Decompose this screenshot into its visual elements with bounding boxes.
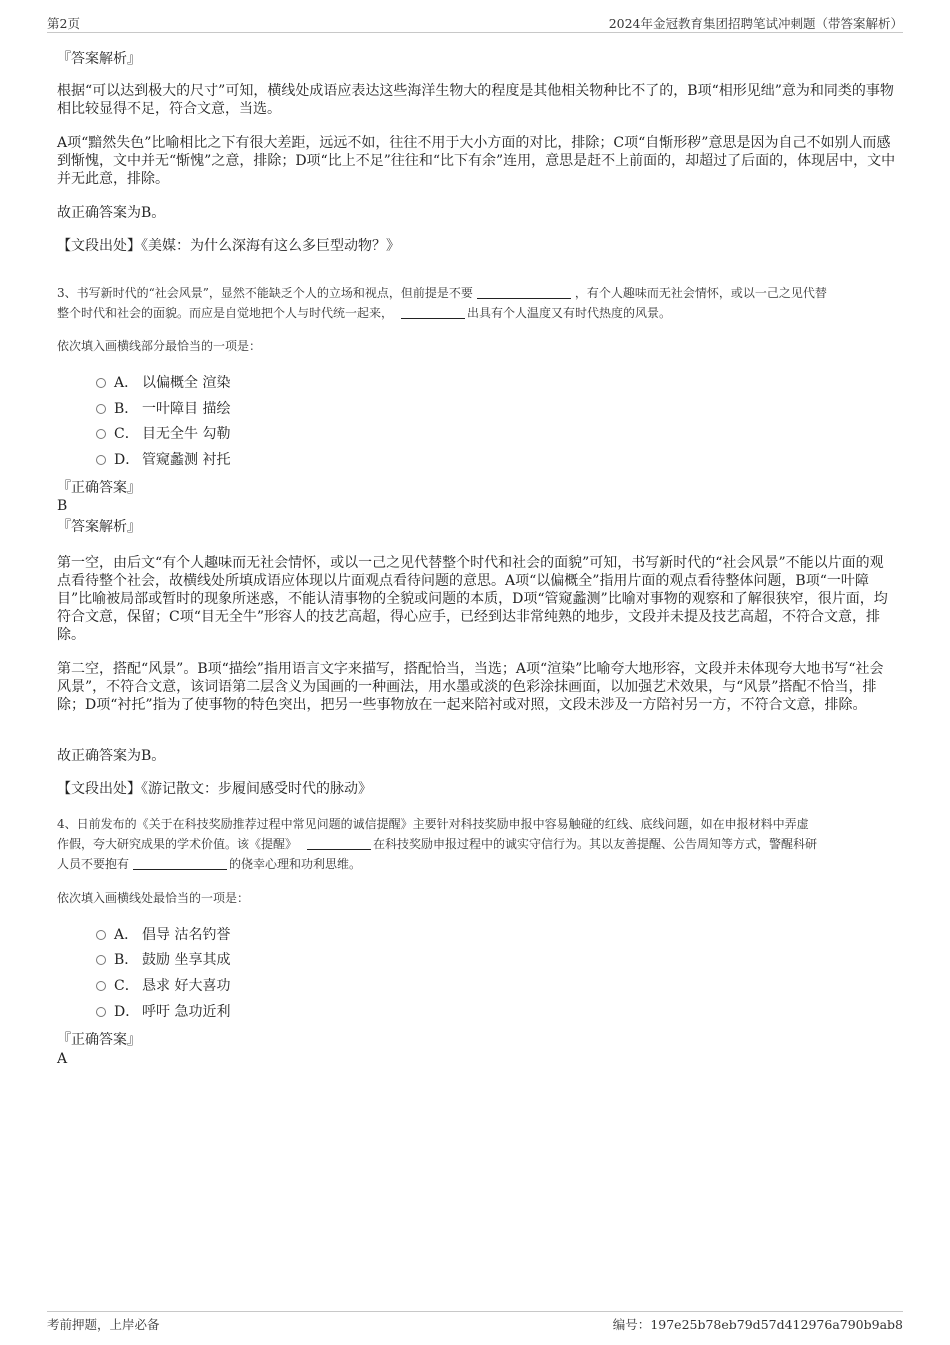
option-text: 呼吁 急功近利 [142, 1004, 231, 1020]
page-footer [47, 1311, 903, 1332]
footer-code-label: 编号： [612, 1317, 651, 1332]
page-number: 第2页 [47, 16, 80, 31]
page-header [47, 14, 903, 33]
radio-icon[interactable] [96, 378, 106, 388]
q2-analysis-para2: A项“黯然失色”比喻相比之下有很大差距，远远不如，往往不用于大小方面的对比，排除；C项“自惭形秽”意思是因为自己不如别人而感到惭愧，文中并无“惭愧”之意，排除；D项“比上不足”往往和“比下有余”连用，意思是赶不上前面的，却超过了后面的，体现居中，文中并无此意，排除。 [57, 135, 896, 187]
q2-conclusion: 故正确答案为B。 [57, 205, 166, 221]
q4-option-c[interactable] [96, 977, 230, 995]
option-text: 管窥蠡测 衬托 [142, 452, 231, 468]
option-key: B． [114, 401, 139, 417]
option-key: C． [114, 426, 139, 442]
q3-stem-part: 出具有个人温度又有时代热度的风景。 [467, 306, 672, 320]
q3-option-b[interactable] [96, 400, 230, 418]
q3-prompt: 依次填入画横线部分最恰当的一项是： [57, 339, 262, 353]
option-text: 鼓励 坐享其成 [142, 952, 231, 968]
option-key: A． [114, 927, 139, 943]
q3-stem [57, 283, 897, 323]
q4-blank-2 [133, 857, 227, 870]
option-key: A． [114, 375, 139, 391]
radio-icon[interactable] [96, 1007, 106, 1017]
footer-slogan: 考前押题，上岸必备 [47, 1317, 160, 1332]
q3-analysis-label: 『答案解析』 [57, 519, 141, 535]
q3-correct-answer: B [57, 498, 68, 514]
q3-correct-label: 『正确答案』 [57, 480, 141, 496]
q4-stem-part: 的侥幸心理和功利思维。 [229, 857, 362, 871]
q2-analysis-para1: 根据“可以达到极大的尺寸”可知，横线处成语应表达这些海洋生物大的程度是其他相关物种比不了的，B项“相形见绌”意为和同类的事物相比较显得不足，符合文意，当选。 [57, 83, 894, 117]
option-key: D． [114, 452, 140, 468]
radio-icon[interactable] [96, 455, 106, 465]
q3-blank-2 [401, 306, 465, 319]
radio-icon[interactable] [96, 404, 106, 414]
q3-conclusion: 故正确答案为B。 [57, 748, 166, 764]
option-key: B． [114, 952, 139, 968]
radio-icon[interactable] [96, 981, 106, 991]
q4-stem-part: 4、日前发布的《关于在科技奖励推荐过程中常见问题的诚信提醒》主要针对科技奖励申报中容易触碰的红线、底线问题，如在申报材料中弄虚 [57, 817, 809, 831]
radio-icon[interactable] [96, 955, 106, 965]
q4-option-d[interactable] [96, 1003, 230, 1021]
q4-prompt: 依次填入画横线处最恰当的一项是： [57, 891, 250, 905]
q4-option-b[interactable] [96, 951, 230, 969]
q2-source: 【文段出处】《美媒：为什么深海有这么多巨型动物？》 [57, 238, 400, 254]
q4-correct-answer: A [57, 1051, 68, 1067]
q4-stem [57, 814, 897, 874]
footer-code [613, 1315, 903, 1333]
option-text: 目无全牛 勾勒 [142, 426, 231, 442]
q4-option-a[interactable] [96, 926, 230, 944]
q3-stem-part: 3、书写新时代的“社会风景”，显然不能缺乏个人的立场和视点，但前提是不要 [57, 286, 473, 300]
radio-icon[interactable] [96, 930, 106, 940]
document-title: 2024年金冠教育集团招聘笔试冲刺题（带答案解析） [608, 16, 903, 31]
option-key: D． [114, 1004, 140, 1020]
q3-option-c[interactable] [96, 425, 230, 443]
q3-analysis-para2: 第二空，搭配“风景”。B项“描绘”指用语言文字来描写，搭配恰当，当选；A项“渲染”比喻夸大地形容，文段并未体现夸大地书写“社会风景”，不符合文意，该词语第二层含义为国画的一种画法，用水墨或淡的色彩涂抹画面，以加强艺术效果，与“风景”搭配不恰当，排除；D项“衬托”指为了使事物的特色突出，把另一些事物放在一起来陪衬或对照，文段未涉及一方陪衬另一方，不符合文意，排除。 [57, 661, 884, 713]
q4-stem-part: 人员不要抱有 [57, 857, 130, 871]
footer-code-value: 197e25b78eb79d57d412976a790b9ab8 [650, 1317, 903, 1332]
option-text: 一叶障目 描绘 [142, 401, 231, 417]
q4-stem-part: 在科技奖励申报过程中的诚实守信行为。其以友善提醒、公告周知等方式，警醒科研 [373, 837, 818, 851]
q3-stem-part: 整个时代和社会的面貌。而应是自觉地把个人与时代统一起来， [57, 306, 394, 320]
q3-analysis-para1: 第一空，由后文“有个人趣味而无社会情怀，或以一己之见代替整个时代和社会的面貌”可知，书写新时代的“社会风景”不能以片面的观点看待整个社会，故横线处所填成语应体现以片面观点看待问题的意思。A项“以偏概全”指用片面的观点看待整体问题，B项“一叶障目”比喻被局部或暂时的现象所迷惑，不能认清事物的全貌或问题的本质，D项“管窥蠡测”比喻对事物的观察和了解很狭窄，很片面，均符合文意，保留；C项“目无全牛”形容人的技艺高超，得心应手，已经到达非常纯熟的地步，文段并未提及技艺高超，不符合文意，排除。 [57, 555, 888, 643]
option-text: 以偏概全 渲染 [142, 375, 231, 391]
q4-stem-part: 作假，夸大研究成果的学术价值。该《提醒》 [57, 837, 298, 851]
q3-stem-part: ，有个人趣味而无社会情怀，或以一己之见代替 [574, 286, 827, 300]
option-key: C． [114, 978, 139, 994]
q4-correct-label: 『正确答案』 [57, 1032, 141, 1048]
q3-source: 【文段出处】《游记散文：步履间感受时代的脉动》 [57, 781, 372, 797]
radio-icon[interactable] [96, 429, 106, 439]
option-text: 恳求 好大喜功 [142, 978, 231, 994]
q3-option-a[interactable] [96, 374, 230, 392]
q4-blank-1 [307, 837, 371, 850]
q3-option-d[interactable] [96, 451, 230, 469]
option-text: 倡导 沽名钓誉 [142, 927, 231, 943]
q3-blank-1 [477, 286, 571, 299]
q2-analysis-label: 『答案解析』 [57, 51, 141, 67]
